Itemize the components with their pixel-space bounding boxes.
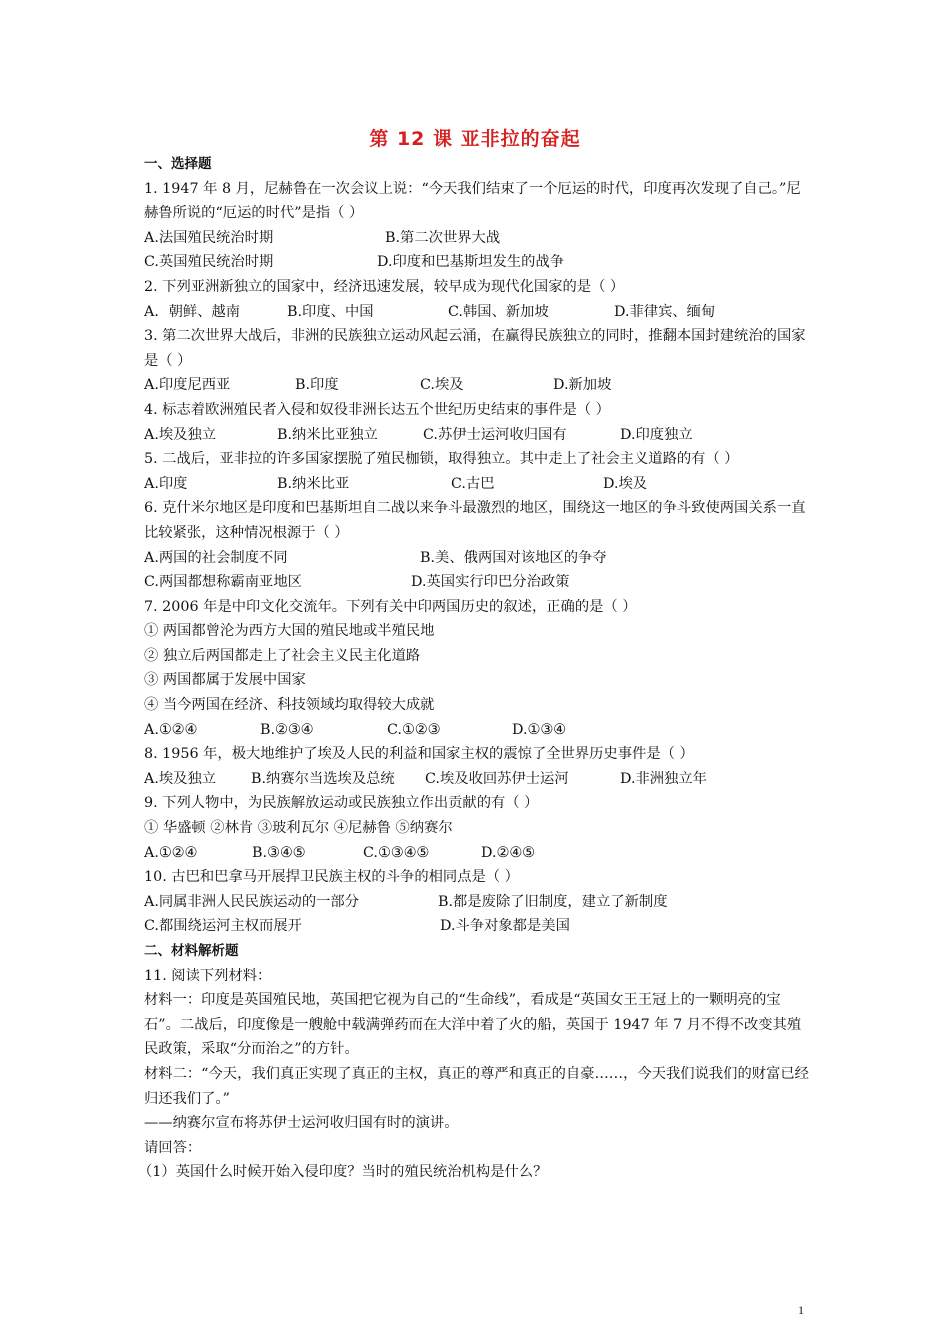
- section-heading-choice: 一、选择题: [144, 156, 212, 172]
- option-b: B.美、俄两国对该地区的争夺: [420, 549, 607, 566]
- option-a: A.埃及独立: [144, 426, 217, 443]
- option-c: C.古巴: [451, 475, 495, 492]
- option-d: D.②④⑤: [481, 844, 535, 861]
- option-a: A.埃及独立: [144, 770, 217, 787]
- option-a: A.①②④: [144, 721, 198, 738]
- question-5-options: [144, 472, 812, 497]
- question-10-options-row2: [144, 914, 812, 939]
- option-c: C.英国殖民统治时期: [144, 254, 274, 271]
- question-7-item: ② 独立后两国都走上了社会主义民主化道路: [144, 647, 421, 664]
- document-body: [138, 152, 812, 1185]
- sub-question-1: （1）英国什么时候开始入侵印度？当时的殖民统治机构是什么？: [138, 1164, 548, 1181]
- option-a: A.印度: [144, 475, 188, 492]
- option-b: B.印度: [295, 377, 339, 394]
- option-d: D.埃及: [603, 475, 648, 492]
- option-b: B.③④⑤: [252, 844, 306, 861]
- option-a: A．朝鲜、越南: [144, 303, 241, 320]
- option-b: B.第二次世界大战: [385, 229, 501, 246]
- question-11-stem: 11. 阅读下列材料：: [144, 967, 272, 984]
- option-c: C.苏伊士运河收归国有: [423, 426, 567, 443]
- question-6-stem: 6. 克什米尔地区是印度和巴基斯坦自二战以来争斗最激烈的地区，围绕这一地区的争斗致使两国关系一直比较紧张，这种情况根源于（ ）: [144, 500, 806, 541]
- option-a: A.同属非洲人民民族运动的一部分: [144, 893, 360, 910]
- question-10-stem: 10. 古巴和巴拿马开展捍卫民族主权的斗争的相同点是（ ）: [144, 869, 519, 886]
- question-9-stem: 9. 下列人物中，为民族解放运动或民族独立作出贡献的有（ ）: [144, 795, 539, 812]
- question-6-options-row2: [144, 570, 812, 595]
- question-1-stem: 1. 1947 年 8 月，尼赫鲁在一次会议上说：“今天我们结束了一个厄运的时代，印度再次发现了自己。”尼赫鲁所说的“厄运的时代”是指（ ）: [144, 180, 801, 222]
- option-c: C.①②③: [387, 721, 441, 738]
- option-d: D.①③④: [512, 721, 566, 738]
- option-c: C.韩国、新加坡: [448, 303, 549, 320]
- question-10-options-row1: [144, 890, 812, 915]
- material-one: 材料一：印度是英国殖民地，英国把它视为自己的“生命线”，看成是“英国女王王冠上的一颗明亮的宝石”。二战后，印度像是一艘舱中载满弹药而在大洋中着了火的船，英国于 1947 年 7 月不得不改变其殖民政策，采取“分而治之”的方针。: [144, 992, 802, 1058]
- option-c: C.①③④⑤: [363, 844, 430, 861]
- question-3-stem: 3. 第二次世界大战后，非洲的民族独立运动风起云涌，在赢得民族独立的同时，推翻本国封建统治的国家是（ ）: [144, 328, 806, 369]
- material-two: 材料二：“今天，我们真正实现了真正的主权，真正的尊严和真正的自豪……，今天我们说我们的财富已经归还我们了。”: [144, 1065, 809, 1107]
- option-c: C.埃及: [420, 377, 464, 394]
- question-2-stem: 2. 下列亚洲新独立的国家中，经济迅速发展，较早成为现代化国家的是（ ）: [144, 278, 625, 295]
- question-3-options: [144, 373, 812, 398]
- question-6-options-row1: [144, 546, 812, 571]
- question-5-stem: 5. 二战后，亚非拉的许多国家摆脱了殖民枷锁，取得独立。其中走上了社会主义道路的有（ ）: [144, 451, 739, 468]
- option-b: B.纳赛尔当选埃及总统: [251, 770, 395, 787]
- question-4-options: [144, 423, 812, 448]
- option-b: B.都是废除了旧制度，建立了新制度: [438, 893, 668, 910]
- option-d: D.印度独立: [620, 426, 693, 443]
- option-d: D.英国实行印巴分治政策: [411, 574, 570, 591]
- material-source: ——纳赛尔宣布将苏伊士运河收归国有时的演讲。: [144, 1115, 459, 1132]
- option-d: D.菲律宾、缅甸: [614, 303, 716, 320]
- page-title: 第 12 课 亚非拉的奋起: [369, 128, 581, 150]
- page-number: 1: [798, 1303, 804, 1317]
- question-7-item: ③ 两国都属于发展中国家: [144, 672, 306, 689]
- question-7-options: [144, 718, 812, 743]
- question-4-stem: 4. 标志着欧洲殖民者入侵和奴役非洲长达五个世纪历史结束的事件是（ ）: [144, 401, 610, 418]
- option-c: C.埃及收回苏伊士运河: [425, 770, 569, 787]
- question-8-options: [144, 767, 812, 792]
- question-2-options: [144, 300, 812, 325]
- answer-prompt: 请回答：: [144, 1139, 202, 1156]
- question-1-options-row2: [144, 250, 812, 275]
- option-d: D.新加坡: [553, 377, 612, 394]
- option-b: B.印度、中国: [287, 303, 374, 320]
- option-d: D.非洲独立年: [620, 770, 707, 787]
- question-1-options-row1: [144, 226, 812, 251]
- question-7-stem: 7. 2006 年是中印文化交流年。下列有关中印两国历史的叙述，正确的是（ ）: [144, 598, 637, 615]
- option-a: A.①②④: [144, 844, 198, 861]
- option-b: B.纳米比亚: [277, 475, 350, 492]
- question-8-stem: 8. 1956 年，极大地维护了埃及人民的利益和国家主权的震惊了全世界历史事件是（ ）: [144, 746, 694, 763]
- section-heading-material: 二、材料解析题: [144, 943, 239, 959]
- option-a: A.印度尼西亚: [144, 377, 231, 394]
- option-a: A.法国殖民统治时期: [144, 229, 274, 246]
- option-d: D.印度和巴基斯坦发生的战争: [377, 254, 565, 271]
- option-a: A.两国的社会制度不同: [144, 549, 288, 566]
- option-d: D.斗争对象都是美国: [440, 918, 570, 935]
- question-9-options: [144, 841, 812, 866]
- question-7-item: ④ 当今两国在经济、科技领域均取得较大成就: [144, 697, 435, 714]
- option-c: C.两国都想称霸南亚地区: [144, 574, 302, 591]
- option-b: B.②③④: [260, 721, 314, 738]
- question-9-persons: ① 华盛顿 ②林肯 ③玻利瓦尔 ④尼赫鲁 ⑤纳赛尔: [144, 820, 453, 837]
- option-c: C.都围绕运河主权而展开: [144, 918, 302, 935]
- question-7-item: ① 两国都曾沦为西方大国的殖民地或半殖民地: [144, 623, 435, 640]
- option-b: B.纳米比亚独立: [277, 426, 378, 443]
